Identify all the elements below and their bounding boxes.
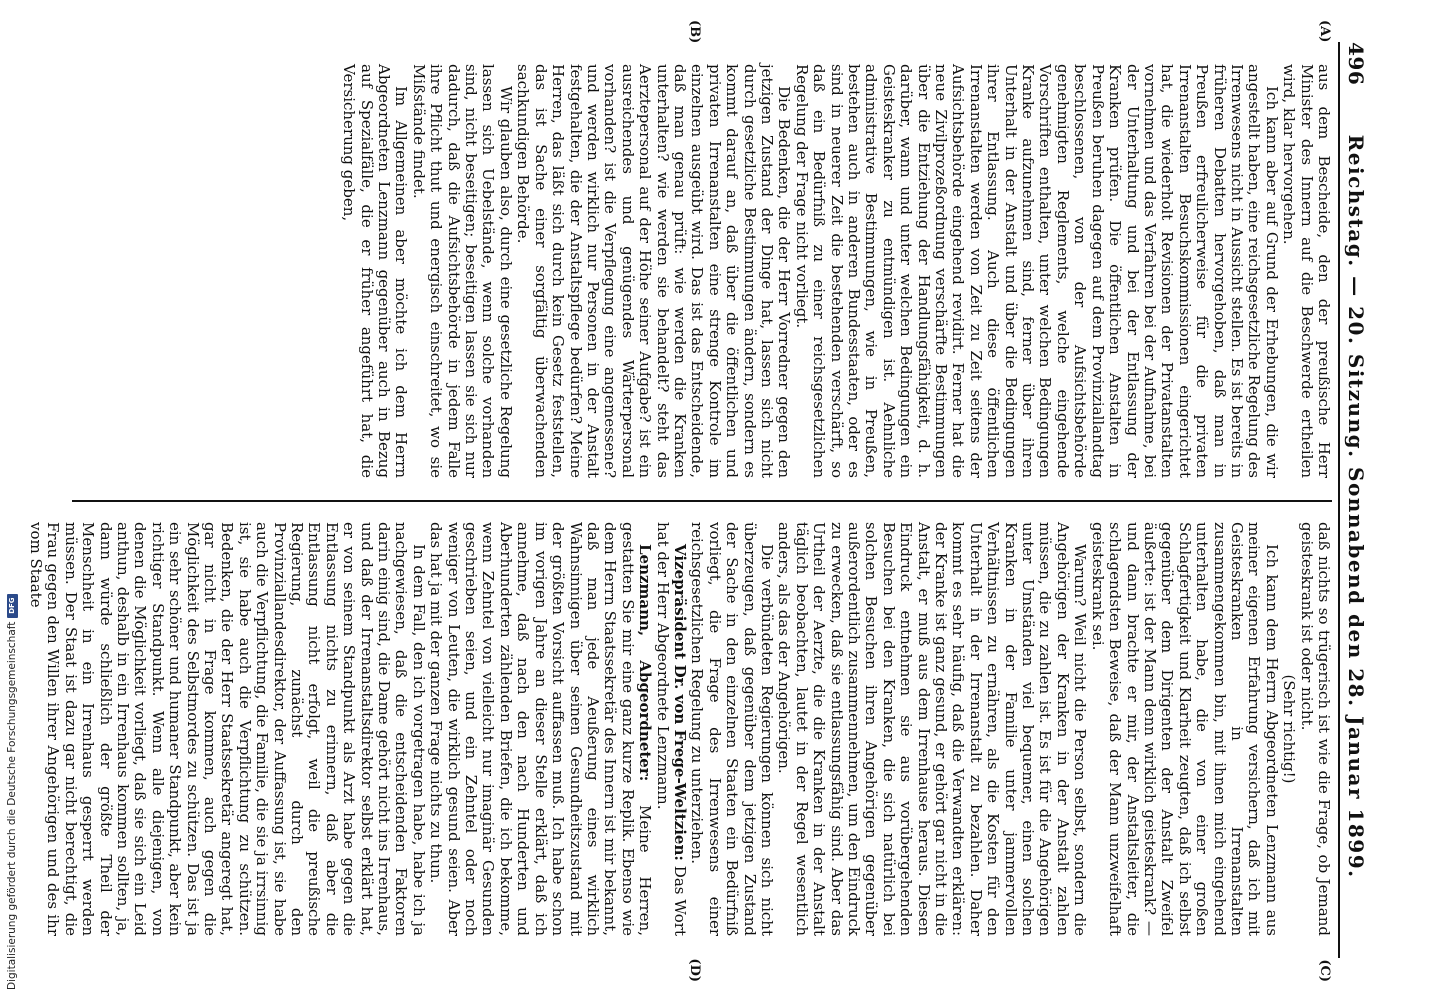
- page-title: Reichstag. — 20. Sitzung. Sonnabend den 28. Januar 1899.: [1344, 134, 1368, 879]
- speech-text: Meine Herren, gestatten Sie mir eine ganz kurze Replik. Ebenso wie dem Herrn Staatssekretär des Innern ist mir bekannt, daß man jede Aeußerung eines wirklich Wahnsinnigen über seinen Gesundheitszustand mit der größten Vorsicht auffassen muß. Ich habe schon im vorigen Jahre an dieser Stelle erklärt, daß ich annehme, daß nach den nach Hunderten und Aberhunderten zählenden Briefen, die ich bekomme, wenn Zehntel von vielleicht nur imaginär Gesunden geschrieben seien, und ein Zehntel oder noch weniger von Leuten, die wirklich gesund seien. Aber das hat ja mit der ganzen Frage nichts zu thun.: [427, 522, 655, 936]
- credit-text: Digitalisierung gefördert durch die Deutsche Forschungsgemeinschaft: [6, 621, 18, 990]
- speaker-name: Lenzmann, Abgeordneter:: [636, 544, 655, 782]
- paragraph: Ich kann aber auf Grund der Erhebungen, die wir angestellt haben, eine reichsgesetzliche Regelung des Irrenwesens nicht in Aussicht stellen. Es ist bereits in früheren Debatten hervorgehoben, daß man in Preußen erfreulicherweise für die privaten Irrenanstalten Besuchskommissionen eingerichtet hat, die wiederholt Revisionen der Privatanstalten vornehmen und das Verfahren bei der Aufnahme, bei der Unterhaltung und bei der Entlassung der Kranken prüfen. Die öffentlichen Anstalten in Preußen beruhen dagegen auf dem Provinziallandtag beschlossenen, von der Aufsichtsbehörde genehmigten Reglements, welche eingehende Vorschriften enthalten, unter welchen Bedingungen Kranke aufzunehmen sind, ferner über ihren Unterhalt in der Anstalt und über die Bedingungen ihrer Entlassung. Auch diese öffentlichen Irrenanstalten werden von Zeit zu Zeit seitens der Aufsichtsbehörde eingehend revidirt. Ferner hat die neue Zivilprozeßordnung verschärfte Bestimmungen über die Entziehung der Handlungsfähigkeit, d. h. darüber, wann und unter welchen Bedingungen ein Geisteskranker zu entmündigen ist. Aehnliche administrative Bestimmungen, wie in Preußen, bestehen auch in anderen Bundesstaaten, oder es sind in neuerer Zeit die bestehenden verschärft, so daß ein Bedürfniß zu einer reichsgesetzlichen Regelung der Frage nicht vorliegt.: [792, 64, 1281, 478]
- paragraph: Im Allgemeinen aber möchte ich dem Herrn Abgeordneten Lenzmann gegenüber auch in Bezug auf Spezialfälle, die er früher angeführt hat, die Versicherung geben,: [340, 64, 411, 478]
- text-columns: [26, 20, 1333, 982]
- margin-mark-d: (D): [687, 958, 702, 982]
- interjection: (Sehr richtig!): [1280, 674, 1299, 784]
- dfg-logo: DFG: [7, 594, 18, 618]
- paragraph: Ich kann dem Herrn Abgeordneten Lenzmann aus meiner eigenen Erfahrung versichern, daß ich mit Geisteskranken in Irrenanstalten zusammengekommen bin, mit ihnen mich eingehend unterhalten habe, die von einer großen Schlagfertigkeit und Klarheit zeugten, daß ich selbst gegenüber dem Dirigenten der Anstalt Zweifel äußerte: ist der Mann denn wirklich geisteskrank? — und dann brachte er mir, der Anstaltsleiter, die schlagendsten Beweise, daß der Mann unzweifelhaft geisteskrank sei.: [1088, 522, 1281, 936]
- margin-mark-c: (C): [1317, 959, 1332, 982]
- speech-text: Das Wort hat der Herr Abgeordnete Lenzmann.: [653, 522, 689, 936]
- paragraph: Die verbündeten Regierungen können sich nicht überzeugen, daß gegenüber dem jetzigen Zustand der Sache in den einzelnen Staaten ein Bedürfniß vorliegt, die Frage des Irrenwesens einer reichsgesetzlichen Regelung zu unterziehen.: [688, 522, 776, 936]
- newspaper-page: [26, 20, 1382, 982]
- paragraph: Die Bedenken, die der Herr Vorredner gegen den jetzigen Zustand der Dinge hat, lassen sich nicht durch gesetzliche Bestimmungen ändern, sondern es kommt darauf an, daß über die öffentlichen und privaten Irrenanstalten eine strenge Kontrole im einzelnen ausgeübt wird. Das ist das Entscheidende, daß man genau prüft: wie werden die Kranken unterhalten? wie werden sie behandelt? steht das Aerztepersonal auf der Höhe seiner Aufgabe? ist ein ausreichendes und genügendes Wärterpersonal vorhanden? ist die Verpflegung eine angemessene? und werden wirklich nur Personen in der Anstalt festgehalten, die der Anstaltspflege bedürfen? Meine Herren, das läßt sich durch kein Gesetz feststellen, das ist Sache einer sorgfältig überwachenden sachkundigen Behörde.: [514, 64, 794, 478]
- paragraph: daß nichts so trügerisch ist wie die Frage, ob Jemand geisteskrank ist oder nicht.: [1297, 522, 1333, 936]
- page-number: 496: [1344, 42, 1368, 86]
- digitization-credit: [6, 594, 18, 990]
- margin-mark-b: (B): [687, 20, 702, 44]
- speaker-paragraph: [653, 522, 688, 936]
- paragraph: Wir glauben also, durch eine gesetzliche Regelung lassen sich Uebelstände, wenn solche vorhanden sind, nicht beseitigen; beseitigen lassen sie sich nur dadurch, daß die Aufsichtsbehörde in jedem Falle ihre Pflicht thut und energisch einschreitet, wo sie Mißstände findet.: [409, 64, 515, 478]
- paragraph: aus dem Bescheide, den der preußische Herr Minister des Innern auf die Beschwerde ertheilen wird, klar hervorgehen.: [1280, 64, 1333, 478]
- right-column: [26, 500, 1333, 958]
- margin-mark-a: (A): [1317, 20, 1332, 43]
- speaker-paragraph: [427, 522, 653, 936]
- page-header: [1338, 42, 1368, 958]
- speaker-name: Vizepräsident Dr. von Frege-Weltzien:: [670, 544, 689, 861]
- left-column: [72, 42, 1332, 500]
- paragraph: In dem Fall, den ich vorgetragen habe, habe ich ja nachgewiesen, daß die entscheidenden Faktoren darin einig sind, die Dame gehört nicht ins Irrenhaus, und daß der Irrenanstaltsdirektor selbst erklärt hat, er von seinem Standpunkt als Arzt habe gegen die Entlassung nichts zu erinnern, daß aber die Entlassung nicht erfolgt, weil die preußische Regierung, zunächst durch den Provinziallandesdirektor, der Auffassung ist, sie habe auch die Verpflichtung, die Familie, die sie ja irrsinnig ist, sie habe auch die Verpflichtung zu schützen. Bedenken, die der Herr Staatssekretär angeregt hat, gar nicht in Frage kommen, auch gegen die Möglichkeit des Selbstmordes zu schützen. Das ist ja ein sehr schöner und humaner Standpunkt, aber kein richtiger Standpunkt. Wenn alle diejenigen, von denen die Möglichkeit vorliegt, daß sie sich ein Leid anthun, deshalb in ein Irrenhaus kommen sollten, ja, dann würde schließlich der größte Theil der Menschheit in ein Irrenhaus gesperrt werden müssen. Der Staat ist dazu gar nicht berechtigt, die Frau gegen den Willen ihrer Angehörigen und des ihr vom Staate: [26, 522, 428, 936]
- paragraph: Warum? Weil nicht die Person selbst, sondern die Angehörigen der Kranken in der Anstalt zahlen müssen, die zu zahlen ist. Es ist für die Angehörigen unter Umständen viel bequemer, einen solchen Kranken in der Familie unter jammervollen Verhältnissen zu ernähren, als die Kosten für den Unterhalt in der Irrenanstalt zu bezahlen. Daher kommt es sehr häufig, daß die Verwandten erklären: der Kranke ist ganz gesund, er gehört gar nicht in die Anstalt, er muß aus dem Irrenhause heraus. Diesen Eindruck entnehmen sie aus vorübergehenden Besuchen bei den Kranken, die sich natürlich bei solchen Besuchen ihren Angehörigen gegenüber außerordentlich zusammennehmen, um den Eindruck zu erwecken, daß sie entlassungsfähig sind. Aber das Urtheil der Aerzte, die die Kranken in der Anstalt täglich beobachten, lautet in der Regel wesentlich anders, als das der Angehörigen.: [775, 522, 1090, 936]
